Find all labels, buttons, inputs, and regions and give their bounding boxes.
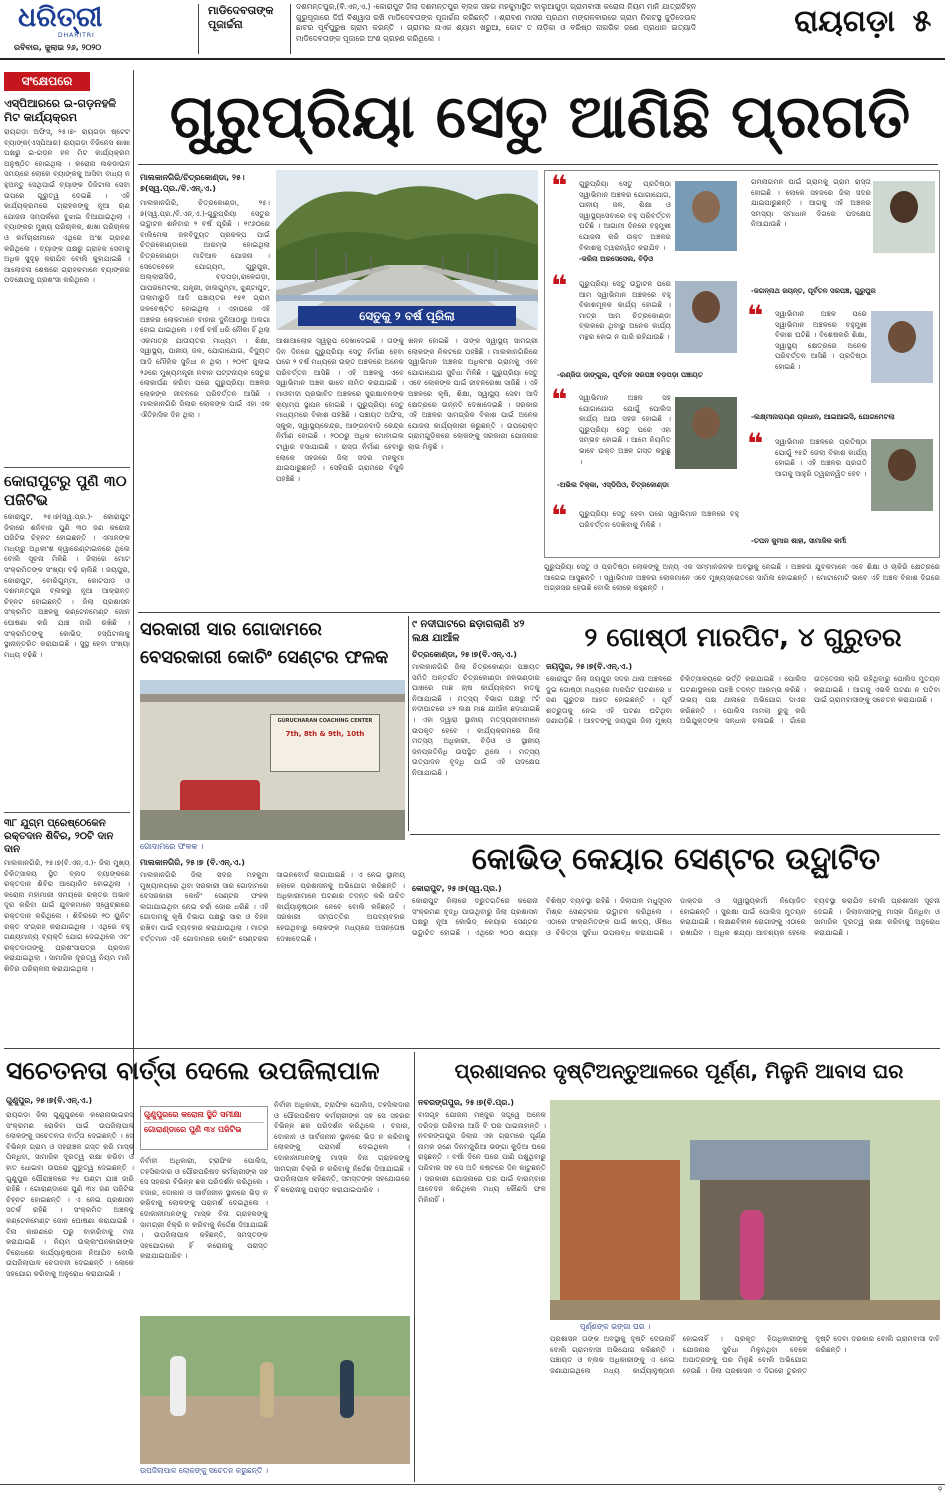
sar-dateline: ମାଲକାନଗିରି, ୨୫।୭ (ବି.ଏନ୍.ଏ.) [140, 858, 245, 867]
awareness-photo [140, 1316, 410, 1464]
box-item: ଗୁଣୁପୁରରେ କରୋନା ସ୍ଥିତି ସମୀକ୍ଷା [144, 1110, 264, 1123]
registration-marks [445, 1488, 505, 1495]
sar-headline: ବେସରକାରୀ କୋଚିଂ ସେଣ୍ଟର ଫଳକ [140, 647, 389, 668]
lead-dateline: ମାଲକାନଗିରି/ଚିତ୍ରକୋଣ୍ଡା, ୨୫।୭(ସ୍ୱ.ପ୍ର./ବି.ଏନ୍.ଏ.) [140, 173, 245, 193]
brief-title: ଏସ୍ପିଆରରେ ଇ-ଗଡ଼ନହଳି ମିଟ କାର୍ଯ୍ୟକ୍ରମ [4, 97, 117, 124]
brief-column [4, 72, 130, 1152]
fight-text: କୋରାପୁଟ ଜିଲା ଜୟପୁର ସଦର ଥାନା ଅଞ୍ଚଳରେ ଦୁଇ ଗୋଷ୍ଠୀ ମଧ୍ୟରେ ମାରପିଟ ଘଟଣାରେ ୪ ଜଣ ଗୁରୁତର ଆହତ ହୋଇଛନ୍ତି । ପୂର୍ବ ଶତ୍ରୁତାକୁ ନେଇ ଏହି ଘଟଣା ଘଟିଥିବା ଜଣାପଡ଼ିଛି । ଆହତଙ୍କୁ ଜୟପୁର ଜିଲା ମୁଖ୍ୟ ଚିକିତ୍ସାଳୟରେ ଭର୍ତ୍ତି କରାଯାଇଛି । ପୋଲିସ ଘଟଣାସ୍ଥଳରେ ପହଞ୍ଚି ତଦନ୍ତ ଆରମ୍ଭ କରିଛି । ଉଭୟ ପକ୍ଷ ଥାନାରେ ଅଭିଯୋଗ ଦାଏର କରିଛନ୍ତି । ପୋଲିସ ମାମଲା ରୁଜୁ କରି ଅଭିଯୁକ୍ତଙ୍କ ସନ୍ଧାନ ଚଳାଇଛି । ଗାଁରେ ଉତ୍ତେଜନା ଲାଗି ରହିଥିବାରୁ ପୋଲିସ ମୁତୟନ କରାଯାଇଛି । ଆଗକୁ ଏଭଳି ଘଟଣା ନ ଘଟିବା ପାଇଁ ଗ୍ରାମବାସୀଙ୍କୁ ସଚେତନ କରାଯାଉଛି । [546, 674, 940, 726]
housing-headline: ପ୍ରଶାସନର ଦୃଷ୍ଟିଅନ୍ତୁଆଳରେ ପୂର୍ଣ୍ଣ, ମିଳୁନି ଆବାସ ଘର [454, 1059, 904, 1083]
column-rule [408, 616, 409, 831]
quote-byline: -ଜଗନ୍ନାଥ ଜୟନ୍ତ, ପୂର୍ବତନ ସରପଞ୍ଚ, ଗୁରୁପୁର [751, 287, 876, 295]
awareness-text-right: ନିର୍ବାହୀ ଅଧିକାରୀ, ଟ୍ରାଫିକ ପୋଲିସ, ତହସିଲଦାର ଓ ପୌରପରିଷଦ କର୍ମଚାରୀଙ୍କ ସହ ସେ ସହରର ବିଭିନ୍ନ ଛକ ପରିଦର୍ଶନ କରିଥିଲେ । ବଜାର, ଦୋକାନ ଓ ସାର୍ବଜନୀନ ସ୍ଥାନରେ ଭିଡ଼ ନ କରିବାକୁ ଲୋକଙ୍କୁ ପରାମର୍ଶ ଦେଇଥିଲେ । ଦୋକାନୀମାନଙ୍କୁ ମାସ୍କ ବିନା ଗ୍ରାହକଙ୍କୁ ସାମଗ୍ରୀ ବିକ୍ରି ନ କରିବାକୁ ନିର୍ଦ୍ଦେଶ ଦିଆଯାଇଛି । ଉପଜିଲାପାଳ କହିଛନ୍ତି, ସମସ୍ତଙ୍କ ସହଯୋଗରେ ହିଁ କରୋନାକୁ ପରାସ୍ତ କରାଯାଇପାରିବ । [274, 1100, 410, 1194]
quote-text: ଗୁରୁପ୍ରିୟା ସେତୁ ହେବା ପରେ ସ୍ୱାଭିମାନ ଅଞ୍ଚଳରେ ବହୁ ପରିବର୍ତ୍ତନ ଦେଖିବାକୁ ମିଳିଛି । [579, 509, 739, 529]
box-item: ଗୋରାଣ୍ଡାରେ ପୁଣି ୩୪ ପଜିଟିଭ [144, 1125, 242, 1134]
section-rule [410, 834, 940, 835]
brief-text: ମାଲକାନଗିରି, ୨୫।୭(ବି.ଏନ୍.ଏ.)- ଜିଲା ମୁଖ୍ୟ ଚିକିତ୍ସାଳୟ ସ୍ଥିତ ବ୍ଲଡ ବ୍ୟାଙ୍କରେ ରକ୍ତଦାନ ଶିବିର ଆୟୋଜିତ ହୋଇଥିଲା । କରୋନା ମହାମାରୀ ସମୟରେ ରକ୍ତର ଅଭାବ ଦୂର କରିବା ପାଇଁ ଯୁବକମାନେ ସ୍ୱେଚ୍ଛାରେ ରକ୍ତଦାନ କରିଥିଲେ । ଶିବିରରେ ୨୦ ୟୁନିଟ ରକ୍ତ ସଂଗ୍ରହ କରାଯାଇଥିଲା । ଏଥିରେ ବହୁ ଗଣ୍ୟମାନ୍ୟ ବ୍ୟକ୍ତି ଯୋଗ ଦେଇଥିଲେ ଏବଂ ରକ୍ତଦାତାଙ୍କୁ ପ୍ରଶଂସାପତ୍ର ପ୍ରଦାନ କରାଯାଇଥିଲା । ସାମାଜିକ ଦୂରତ୍ୱ ନିୟମ ମାନି ଶିବିର ପରିଚାଳନା କରାଯାଇଥିଲା । [4, 858, 130, 973]
teaser-text: ଦଶମନ୍ତପୁର,(ବି.ଏନ୍.ଏ.) -କୋରାପୁଟ ଜିଲା ଦଶମନ୍ତପୁର ବ୍ଲକ ସହର ମହକୁମାସ୍ଥିତ ବାଲୁଆଗୁଡ଼ା ଗ୍ରାମବାସୀ କରୋନା ନିୟମ ମାନି ଯାତ୍ରାଚିହ୍ନ ଗୁରୁପୂଜାରେ ଦିଅଁ ବିଶ୍ୱାସ ରଖି ମାଡିଦେବତାଙ୍କ ପୂଜାର୍ଚ୍ଚନା କରିଛନ୍ତି । ଶ୍ରାବଣ ମାସର ପ୍ରଥମ ମଙ୍ଗଳବାରରେ ଗ୍ରାମ ନିକଟସ୍ଥ ଜୁଡ଼ିଦେଉଳ ଛାଟର ପୂର୍ବପୁରୁଷ ଗ୍ରାମ କରନ୍ତି । ଗ୍ରାମର ନାଏକ ଶ୍ୟାମ ଖରୁଆ, କୋଟ ତ ନାଡ଼ିକା ଓ ବରିଷ୍ଠ ନାଗରିକ ଜଣେ ପ୍ରଧାନ ଇତ୍ୟାଦି ମାଡିଦେବତାଙ୍କ ପୂଜାରେ ଅଂଶ ଗ୍ରହଣ କରିଥିଲେ । [296, 2, 696, 43]
lead-text: ମାଲକାନଗିରି, ଚିତ୍ରକୋଣ୍ଡା, ୨୫।୭(ସ୍ୱ.ପ୍ର./ବି.ଏନ୍.ଏ.)-ଗୁରୁପ୍ରିୟା ସେତୁର ଉଦ୍ଘାଟନ ଶନିବାର ୨ ବର୍ଷ ପୂରିଛି । ୧୯୬୦ରେ ବାଲିମେଳା ଜଳବିଦ୍ୟୁତ ପ୍ରକଳ୍ପ ପାଇଁ ଚିତ୍ରକୋଣ୍ଡାରେ ଆରମ୍ଭ ହୋଇଥିଲା ଚିତ୍ରକୋଣ୍ଡା ମାଟିଆଳ ଯୋଜନା । ସେତେବେଳେ ଯୋଗ୍ୟମ, ଗୁରୁପୁର, ଅଲ୍ଲାରାସିଡି, ବଡ଼ପଡ଼ା,ରାଳେଗଡ଼ା, ପାପରମେଟଲା, ଯନ୍ତ୍ରୀ, ଜାଲଗୁମ୍ମା, ଝୁଣ୍ଟାପୁଟ, ତାଲାମାରୁଡ଼ି ଆଦି ପଞ୍ଚାୟତର ୧୫୧ ଗ୍ରାମ ଜଳବେଷ୍ଟିତ ହୋଇଥିଲା । ଏହାପରେ ଏହି ଅଞ୍ଚଳର ଲୋକମାନେ ବାହାର ଦୁନିଆଠାରୁ ଅଲଗା ହୋଇ ଯାଇଥିଲେ । ବର୍ଷ ବର୍ଷ ଧରି ନୌକା ହିଁ ଥିଲା ଏକମାତ୍ର ଯାତାୟତର ମାଧ୍ୟମ । ଶିକ୍ଷା, ସ୍ୱାସ୍ଥ୍ୟ, ପାନୀୟ ଜଳ, ଯୋଗାଯୋଗ, ବିଦ୍ୟୁତ ଆଦି ମୌଳିକ ସୁବିଧା ନ ଥିଲା । ୨୦୧୮ ଜୁଲାଇ ୨୬ରେ ମୁଖ୍ୟମନ୍ତ୍ରୀ ନବୀନ ପଟ୍ଟନାୟକ ସେତୁର ଲୋକାର୍ପଣ କରିବା ପରେ ଗୁରୁପ୍ରିୟା ଅଞ୍ଚଳର ଲୋକଙ୍କ ଜୀବନରେ ପରିବର୍ତ୍ତନ ଆସିଛି । ମାଲକାନଗିରି ଜିଲାର ଲୋକଙ୍କ ପାଇଁ ଏହା ଏକ ଐତିହାସିକ ଦିନ ଥିଲା । [140, 198, 270, 419]
quote-byline: -ଅଭିଲ ଟିକ୍କା, ଏସ୍ଡିପିଓ, ଚିତ୍ରକୋଣ୍ଡା [557, 481, 669, 489]
quote-text: ସ୍ୱାଭିମାନ ଅଞ୍ଚଳ ପରେ ସ୍ୱାଭିମାନ ଅଞ୍ଚଳରେ ବହୁମୁଖୀ ବିକାଶ ଘଟିଛି । ବିଶେଷକରି ଶିକ୍ଷା, ସ୍ୱାସ୍ଥ୍ୟ କ୍ଷେତ୍ରରେ ଅନେକ ପରିବର୍ତ୍ତନ ଆସିଛି । ପ୍ରତିଷ୍ଠା ହୋଇଛି । [775, 309, 867, 371]
brief-label: ସଂକ୍ଷେପରେ [4, 72, 90, 91]
headline-rule [138, 164, 938, 165]
housing-text: ବାସଗୃହ ଯୋଜନା ମଞ୍ଜୁର ସତ୍ତ୍ୱେ ଅନେକ ଦରିଦ୍ର ପରିବାର ଆଜି ବି ଘର ପାଇନାହାନ୍ତି । ନବରଙ୍ଗପୁର ଜିଲାର ଏକ ଗ୍ରାମରେ ପୂର୍ଣ୍ଣ ନାମକ ଜଣେ ଦିନମଜୁରିଆ ଭଙ୍ଗା କୁଡ଼ିଆ ଘରେ ରହୁଛନ୍ତି । ବର୍ଷା ଦିନେ ଘରେ ପାଣି ପଶୁଥିବାରୁ ପରିବାର ସହ ସେ ଅତି କଷ୍ଟରେ ଦିନ କାଟୁଛନ୍ତି । ସରକାରୀ ଯୋଜନାରେ ଘର ପାଇଁ ବାରମ୍ବାର ଆବେଦନ କରିଥିଲେ ମଧ୍ୟ କୌଣସି ଫଳ ମିଳିନାହିଁ । [418, 1110, 546, 1204]
photo-caption: ପୂର୍ଣ୍ଣଙ୍କ ଭଙ୍ଗା ଘର । [580, 1322, 651, 1331]
brief-text: କୋରାପୁଟ, ୨୫।୭(ସ୍ୱ.ପ୍ର.)- କୋରାପୁଟ ଜିଲାରେ ଶନିବାର ପୁଣି ୩୦ ଜଣ କରୋନା ପଜିଟିଭ ଚିହ୍ନଟ ହୋଇଛନ୍ତି । ଏମାନଙ୍କ ମଧ୍ୟରୁ ଅଧିକାଂଶ କ୍ୱାରେଣ୍ଟାଇନରେ ଥିଲେ ବୋଲି ସୂଚନା ମିଳିଛି । ଜିଲାରେ ମୋଟ ସଂକ୍ରମିତଙ୍କ ସଂଖ୍ୟା ବଢ଼ି ଚାଲିଛି । ଜୟପୁର, କୋରାପୁଟ, ବୋରିଗୁମ୍ମା, କୋଟପାଡ଼ ଓ ଦଶମନ୍ତପୁର ବ୍ଲକରୁ ନୂଆ ଆକ୍ରାନ୍ତ ଚିହ୍ନଟ ହୋଇଛନ୍ତି । ଜିଲା ପ୍ରଶାସନ ସଂକ୍ରମିତ ଅଞ୍ଚଳକୁ କଣ୍ଟେନମେଣ୍ଟ ଜୋନ ଘୋଷଣା କରି ଯାଞ୍ଚ ଜାରି ରଖିଛି । ସଂକ୍ରମିତଙ୍କୁ କୋଭିଡ୍ ହସ୍ପିଟାଲକୁ ସ୍ଥାନାନ୍ତରିତ କରାଯାଇଛି । ସୁସ୍ଥ ହେବା ସଂଖ୍ୟା ମଧ୍ୟ ବଢ଼ିଛି । [4, 512, 130, 659]
brief-item [4, 97, 130, 467]
fight-headline: ୨ ଗୋଷ୍ଠୀ ମାରପିଟ, ୪ ଗୁରୁତର [584, 623, 902, 653]
lead-text: ଖନନ ହୋଇଛି । ତାଙ୍କ ସ୍ୱାସ୍ଥ୍ୟ ସାମଗ୍ରୀ ଲୋକଙ୍କ ନିକଟରେ ପହଞ୍ଚିଛି । ମାଲକାନଗିରିରେ ସ୍ୱାଭିମାନ ଅଞ୍ଚଳର ଅଧିକାଂଶ ଗ୍ରାମକୁ ଏବେ ଯୋଗାଯୋଗ ସୁବିଧା ମିଳିଛି । ଗୁରୁପ୍ରିୟା ସେତୁ ଏବେ ଲୋକଙ୍କ ପାଇଁ ଜୀବନରେଖା ସାଜିଛି । ଏହି ଅଞ୍ଚଳରେ କୃଷି, ଶିକ୍ଷା, ସ୍ୱାସ୍ଥ୍ୟ ସେବା ଆଦି କ୍ଷେତ୍ରରେ ଉନ୍ନତି ଦେଖାଦେଇଛି । ସରକାର ଏହି ଅଞ୍ଚଳର ସାମଗ୍ରିକ ବିକାଶ ପାଇଁ ଅନେକ ଯୋଜନା କାର୍ଯ୍ୟକାରୀ କରୁଛନ୍ତି । ଉପରୋକ୍ତ ଗ୍ରାମଗୁଡ଼ିକରେ ଲୋକଙ୍କୁ ସରକାରୀ ଯୋଜନାର ଲାଭ ମିଳୁଛି । [408, 336, 538, 451]
brief-text: ରାୟଗଡ଼ା ଅଫିସ୍, ୨୫।୭- ରାୟଗଡ଼ା ଷ୍ଟେଟ ବ୍ୟାଙ୍କ(ଏସ୍ପିଆର) ରାୟଗଡ଼ା ବିଜିନେସ ଶାଖା ପକ୍ଷରୁ ଇ-ଗଡ଼ନ ହଳ ମିଟ କାର୍ଯ୍ୟକ୍ରମ ଅନୁଷ୍ଠିତ ହୋଇଥିଲା । କରୋନା ଲକଡାଉନ ସମୟରେ ଲୋକେ ବ୍ୟାଙ୍କକୁ ଆସିବା ବାଧ୍ୟ ନ ହୁଅନ୍ତୁ ସେଥିପାଇଁ ବ୍ୟାଙ୍କ ଡିଜିଟାଲ ସେବା ଉପରେ ଗୁରୁତ୍ୱ ଦେଇଛି । ଏହି କାର୍ଯ୍ୟକ୍ରମରେ ଗ୍ରାହକଙ୍କୁ ନୂଆ ଋଣ ଯୋଜନା ସମ୍ପର୍କରେ ବୁଝାଇ ଦିଆଯାଇଥିଲା । ବ୍ୟାଙ୍କର ମୁଖ୍ୟ ପରିଚାଳକ, ଶାଖା ପରିଚାଳକ ଓ କର୍ମଚାରୀମାନେ ଏଥିରେ ଅଂଶ ଗ୍ରହଣ କରିଥିଲେ । ବ୍ୟାଙ୍କ ପକ୍ଷରୁ ଗ୍ରାହକ ସେବାକୁ ଅଧିକ ସୁଦୃଢ଼ କରାଯିବ ବୋଲି କୁହାଯାଇଛି । ଆଲୋଚନା ଶେଷରେ ଗ୍ରାହକମାନେ ବ୍ୟାଙ୍କର ପଦକ୍ଷେପକୁ ପ୍ରଶଂସା କରିଥିଲେ । [4, 127, 130, 285]
fish-headline: ୯ ନଦୀଘାଟରେ ଛଡ଼ାଗଲାଣି ୪୨ ଲକ୍ଷ ଯାଆଁଳ [412, 619, 525, 644]
fish-dateline: ଚିତ୍ରକୋଣ୍ଡା, ୨୫।୭(ବି.ଏନ୍.ଏ.) [412, 650, 517, 659]
photo-caption: ସେତୁକୁ ୨ ବର୍ଷ ପୂରିଲା [298, 306, 516, 326]
masthead [0, 0, 945, 60]
quote-mark-icon: ❝ [747, 299, 764, 332]
person [170, 1356, 186, 1416]
quote-box [747, 175, 937, 301]
section-rule [4, 1048, 940, 1049]
quote-mark-icon: ❝ [551, 169, 568, 202]
portrait [675, 281, 737, 353]
person [340, 1360, 354, 1418]
quote-mark-icon: ❝ [551, 499, 568, 532]
lead-headline: ଗୁରୁପ୍ରିୟା ସେତୁ ଆଣିଛି ପ୍ରଗତି [169, 82, 911, 152]
portrait [871, 439, 933, 511]
quote-text: ସ୍ୱାଭିମାନ ଅଞ୍ଚଳ ସହ ଯୋଗାଯୋଗ ଯୋଗୁଁ ପୋଲିସ କାର୍ଯ୍ୟ ଆଉ ସହଜ ହୋଇଛି । ଗୁରୁପ୍ରିୟା ସେତୁ ପରେ ଏହା ସମ୍ଭବ ହୋଇଛି । ଆମେ ନିୟମିତ ଭାବେ ଉକ୍ତ ଅଞ୍ଚଳ ଗସ୍ତ କରୁଛୁ । [579, 393, 671, 466]
quote-byline: -ରଣ୍ଜିତା ଡାଙ୍ଗୁଲ, ପୂର୍ବତନ ସରପଞ୍ଚ ବଡ଼ପଡ଼ା ପଞ୍ଚାୟତ [557, 371, 703, 379]
quote-text: ଗୁରୁପ୍ରିୟା ସେତୁ ପ୍ରତିଷ୍ଠା ସ୍ୱାଭିମାନ ଅଞ୍ଚଳର ଯୋଗାଯୋଗ, ପାନୀୟ ଜଳ, ଶିକ୍ଷା ଓ ସ୍ୱାସ୍ଥ୍ୟସେବାରେ ବହୁ ପରିବର୍ତ୍ତନ ଘଟିଛି । ଆଗାମୀ ଦିନରେ ବହୁମୁଖୀ ଯୋଜନା କରି ଉକ୍ତ ଅଞ୍ଚଳର ବିକାଶକୁ ତ୍ୱରାନ୍ୱିତ କରାଯିବ । [579, 179, 671, 251]
section-rule [138, 612, 940, 613]
portrait [675, 397, 737, 469]
person [740, 1210, 764, 1300]
housing-dateline: ନବରଙ୍ଗପୁର, ୨୫।୭(ବି.ପ୍ର.) [418, 1098, 515, 1107]
lead-text: ଆଶାଆଲୋକ ସ୍ୱରୂପ ଦେଖାଦେଇଛି । ତାଙ୍କୁ ଦିନ ଦିନରେ ଗୁରୁପ୍ରିୟା ସେତୁ ନିର୍ମାଣ ହେବା ପରେ ୨ ବର୍ଷ ମଧ୍ୟରେ ଉକ୍ତ ଅଞ୍ଚଳରେ ଅନେକ ପରିବର୍ତ୍ତନ ଆସିଛି । ଏହି ଅଞ୍ଚଳକୁ ଏବେ ସ୍ୱାଭିମାନ ଅଞ୍ଚଳ ଭାବେ ନାମିତ କରାଯାଇଛି । ମାଓବାଦୀ ପ୍ରଭାବିତ ଅଞ୍ଚଳରେ ସୁରକ୍ଷାବଳଙ୍କ କ୍ୟାମ୍ପ ସ୍ଥାପନ ହୋଇଛି । ଗୁରୁପ୍ରିୟା ସେତୁ ମାଧ୍ୟମରେ ବିକାଶ ପହଞ୍ଚିଛି । ପଞ୍ଚାୟତ ଅଫିସ, ସ୍କୁଲ, ସ୍ୱାସ୍ଥ୍ୟକେନ୍ଦ୍ର, ଆଙ୍ଗନବାଡ଼ି କେନ୍ଦ୍ର ନିର୍ମାଣ ହୋଇଛି । ୨୦୦ରୁ ଅଧିକ ମୋବାଇଲ ଟାୱାର ବସାଯାଇଛି । ରାସ୍ତା ନିର୍ମାଣ ହେବାରୁ ଲୋକେ ସହଜରେ ଜିଲା ସଦର ମହକୁମା ଯାଇପାରୁଛନ୍ତି । ସେହିପରି ଗ୍ରାମରେ ବିଜୁଳି ପହଞ୍ଚିଛି । [276, 336, 404, 483]
awareness-dateline: ଗୁଣୁପୁର, ୨୫।୭(ବି.ଏନ୍.ଏ.) [6, 1096, 93, 1105]
quote-byline: -ଜରିନା ଅରସେସେଲ, ବିଡ଼ିଓ [579, 255, 654, 263]
ground [140, 810, 405, 840]
teaser-title: ମାଡିଦେବତାଙ୍କ ପୂଜାର୍ଚ୍ଚନା [208, 4, 274, 31]
quote-text: ଗମନାଗମନ ପାଇଁ ଗ୍ରାମକୁ ଗ୍ରାମ ରାସ୍ତା ହୋଇଛି । ଲୋକେ ସହଜରେ ଜିଲା ସଦର ଯାଇପାରୁଛନ୍ତି । ଆଗକୁ ଏହି ଅଞ୍ଚଳର ସମସ୍ୟା ସମାଧାନ ଦିଗରେ ପଦକ୍ଷେପ ନିଆଯାଉଛି । [751, 177, 871, 229]
quote-byline: -ଲକ୍ଷ୍ମୀନାରାୟଣ ପ୍ରଧାନ, ଆଇଆଇସି, ଯୋଗମେଟଲା [751, 413, 895, 421]
person [260, 1362, 274, 1418]
edge-number: ୨ [938, 1485, 942, 1494]
quote-box [551, 169, 741, 270]
covid-headline: କୋଭିଡ୍ କେୟାର ସେଣ୍ଟର ଉଦ୍ଘାଟିତ [471, 842, 881, 877]
portrait [871, 311, 933, 383]
divider [198, 4, 199, 54]
portrait [675, 181, 737, 251]
registration-marks [180, 1488, 240, 1495]
quotes-block [544, 170, 940, 558]
ground [550, 1300, 940, 1320]
housing-text: ପ୍ରଶାସନ ତାଙ୍କ ଅବସ୍ଥାକୁ ଦୃଷ୍ଟି ଦେଉନାହିଁ ବୋଲି ଗ୍ରାମବାସୀ ଅଭିଯୋଗ କରିଛନ୍ତି । ପଞ୍ଚାୟତ ଓ ବ୍ଲକ ଅଧିକାରୀଙ୍କୁ ଏ ନେଇ ଜଣାଯାଇଥିଲେ ମଧ୍ୟ କାର୍ଯ୍ୟାନୁଷ୍ଠାନ ହୋଇନାହିଁ । ପ୍ରକୃତ ହିତାଧିକାରୀଙ୍କୁ ଯୋଜନାର ସୁବିଧା ମିଳୁନଥିବା ବେଳେ ଅପାତ୍ରଙ୍କୁ ଘର ମିଳୁଛି ବୋଲି ଅଭିଯୋଗ ହେଉଛି । ଜିଲା ପ୍ରଶାସନ ଏ ଦିଗରେ ତୁରନ୍ତ ଦୃଷ୍ଟି ଦେବା ଦରକାର ବୋଲି ଗ୍ରାମବାସୀ ଦାବି କରିଛନ୍ତି । [550, 1334, 940, 1375]
awareness-box [140, 1106, 268, 1150]
covid-dateline: କୋରାପୁଟ, ୨୫।୭(ସ୍ୱ.ପ୍ର.) [412, 884, 502, 893]
quote-text: ସ୍ୱାଭିମାନ ଅଞ୍ଚଳରେ ପ୍ରତିଷ୍ଠା ଯୋଗୁଁ ୨୫ଟି ଜେଲା ବିକାଶ କାର୍ଯ୍ୟ ହୋଇଛି । ଏହି ଅଞ୍ଚଳର ପ୍ରଗତି ଆଗକୁ ଆହୁରି ତ୍ୱରାନ୍ୱିତ ହେବ । [775, 437, 867, 478]
photo-caption: ଉପଜିଲାପାଳ ଲୋକଙ୍କୁ ସଚେତନ କରୁଛନ୍ତି । [140, 1466, 269, 1475]
coaching-sign [270, 714, 380, 772]
brief-item [4, 467, 130, 812]
divider [290, 4, 291, 54]
hut-roof [690, 1140, 870, 1180]
awareness-headline: ସଚେତନତା ବାର୍ତ୍ତା ଦେଲେ ଉପଜିଲାପାଳ [6, 1056, 380, 1085]
portrait [873, 181, 935, 253]
quote-mark-icon: ❝ [551, 383, 568, 416]
page-number: ୫ [912, 4, 932, 39]
sign-title: GURUCHARAN COACHING CENTER [277, 718, 373, 724]
covid-text: କୋରାପୁଟ ଜିଲାରେ ଦ୍ରୁତଗତିରେ କରୋନା ସଂକ୍ରମଣ ବୃଦ୍ଧି ପାଉଥିବାରୁ ଜିଲା ପ୍ରଶାସନ ପକ୍ଷରୁ ନୂଆ କୋଭିଡ୍ କେୟାର ସେଣ୍ଟର ଉଦ୍ଘାଟିତ ହୋଇଛି । ଏଥିରେ ୨୦୦ ଶଯ୍ୟା ବିଶିଷ୍ଟ ବ୍ୟବସ୍ଥା ରହିଛି । ଜିଲାପାଳ ମଧୁସୂଦନ ମିଶ୍ର ସେଣ୍ଟରର ଉଦ୍ଘାଟନ କରିଥିଲେ । ଏଠାରେ ସଂକ୍ରମିତଙ୍କ ପାଇଁ ଖାଦ୍ୟ, ଔଷଧ ଓ ଚିକିତ୍ସା ସୁବିଧା ଉପଲବ୍ଧ କରାଯାଇଛି । ଡାକ୍ତର ଓ ସ୍ୱାସ୍ଥ୍ୟକର୍ମୀ ନିୟୋଜିତ ହୋଇଛନ୍ତି । ସୁରକ୍ଷା ପାଇଁ ପୋଲିସ ମୁତୟନ କରାଯାଇଛି । ଲକ୍ଷଣବିହୀନ ରୋଗୀଙ୍କୁ ଏଠାରେ ରଖାଯିବ । ଅଧିକ ଶଯ୍ୟା ଆବଶ୍ୟକ ହେଲେ ବ୍ୟବସ୍ଥା କରାଯିବ ବୋଲି ପ୍ରଶାସନ ସୂଚନା ଦେଇଛି । ଜିଲାବାସୀଙ୍କୁ ମାସ୍କ ପିନ୍ଧିବା ଓ ସାମାଜିକ ଦୂରତ୍ୱ ରକ୍ଷା କରିବାକୁ ଅନୁରୋଧ କରାଯାଇଛି । [412, 896, 940, 937]
godown-photo [140, 680, 405, 840]
logo [18, 3, 178, 39]
hut-wall [560, 1160, 680, 1300]
section-name: ରାୟଗଡ଼ା [794, 4, 895, 39]
hut-door [700, 1180, 870, 1300]
quote-box [551, 383, 741, 499]
awareness-text: ରାୟଗଡ଼ା ଜିଲା ଗୁଣୁପୁରରେ କରୋନାଭାଇରସ ସଂକ୍ରମଣ ରୋକିବା ପାଇଁ ଉପଜିଲାପାଳ ଲୋକଙ୍କୁ ସଚେତନତା ବାର୍ତ୍ତା ଦେଇଛନ୍ତି । ସେ ବିଭିନ୍ନ ଗ୍ରାମ ଓ ସହରାଞ୍ଚଳ ଗସ୍ତ କରି ମାସ୍କ ପିନ୍ଧିବା, ସାମାଜିକ ଦୂରତ୍ୱ ରକ୍ଷା କରିବା ଓ ହାତ ଧୋଇବା ଉପରେ ଗୁରୁତ୍ୱ ଦେଇଛନ୍ତି । ଗୁଣୁପୁର ପୌରାଞ୍ଚଳରେ ୨୪ ଘଣ୍ଟା ଯାଞ୍ଚ ଜାରି ରହିଛି । ଗୋରାଣ୍ଡାରେ ପୁଣି ୩୪ ଜଣ ପଜିଟିଭ ଚିହ୍ନଟ ହୋଇଛନ୍ତି । ଏ ନେଇ ପ୍ରଶାସନ ସତର୍କ ରହିଛି । ସଂକ୍ରମିତ ଅଞ୍ଚଳକୁ କଣ୍ଟେନମେଣ୍ଟ ଜୋନ ଘୋଷଣା କରାଯାଇଛି । ବିନା କାରଣରେ ଘରୁ ବାହାରିବାକୁ ମନା କରାଯାଇଛି । ନିୟମ ଉଲ୍ଲଂଘନକାରୀଙ୍କ ବିରୋଧରେ କାର୍ଯ୍ୟାନୁଷ୍ଠାନ ନିଆଯିବ ବୋଲି ଉପଜିଲାପାଳ ଚେତାବନୀ ଦେଇଛନ୍ତି । ଲୋକେ ସହଯୋଗ କରିବାକୁ ଅନୁରୋଧ କରାଯାଇଛି । [6, 1110, 134, 1278]
registration-marks [690, 1488, 750, 1495]
fight-dateline: ଜୟପୁର, ୨୫।୭(ବି.ଏନ୍.ଏ.) [546, 662, 633, 671]
lead-text: ଗୁରୁପ୍ରିୟା ସେତୁ ଓ ପ୍ରତିଷ୍ଠା ଲୋକଙ୍କୁ ଅନ୍ୟ ଏକ ସମ୍ମାନଜନକ ଅବସ୍ଥାକୁ ନେଇଛି । ଅଞ୍ଚଳର ଯୁବକମାନେ ଏବେ ଶିକ୍ଷା ଓ ଚାକିରି କ୍ଷେତ୍ରରେ ଆଗେଇ ଆସୁଛନ୍ତି । ସ୍ୱାଭିମାନ ଅଞ୍ଚଳର ଲୋକମାନେ ଏବେ ମୁଖ୍ୟସ୍ରୋତରେ ସାମିଲ ହୋଇଛନ୍ତି । ମୋଟାମୋଟି ଭାବେ ଏହି ଅଞ୍ଚଳ ବିକାଶ ଦିଗରେ ଅଗ୍ରସର ହେଉଛି ବୋଲି ଲୋକେ କହୁଛନ୍ତି । [544, 562, 940, 593]
brief-title: କୋରାପୁଟରୁ ପୁଣି ୩୦ ପଜିଟିଭ [4, 472, 127, 509]
quote-box [747, 427, 937, 553]
bridge-photo [276, 170, 538, 330]
photo-caption: ଗୋଦାମରେ ଫଳକ । [140, 842, 204, 851]
quote-mark-icon: ❝ [747, 427, 764, 460]
sign-sub: 7th, 8th & 9th, 10th [285, 730, 365, 738]
quote-box [551, 499, 741, 553]
sar-text: ମାଲକାନଗିରି ଜିଲା ସଦର ମହକୁମା ମୁଖ୍ୟାଳୟରେ ଥିବା ସରକାରୀ ସାର ଗୋଦାମରେ ବେସରକାରୀ କୋଚିଂ ସେଣ୍ଟର ଫଳକ ଲଗାଯାଇଥିବା ନେଇ ଚର୍ଚ୍ଚା ଜୋର ଧରିଛି । ଏହି ଗୋଦାମକୁ କୃଷି ବିଭାଗ ପକ୍ଷରୁ ସାର ଓ ବିହନ ରଖିବା ପାଇଁ ବ୍ୟବହାର କରାଯାଉଥିଲା । ମାତ୍ର ବର୍ତ୍ତମାନ ଏହି ଗୋଦାମରେ କୋଚିଂ ସେଣ୍ଟରର ସାଇନବୋର୍ଡ ଲଗାଯାଇଛି । ଏ ନେଇ ସ୍ଥାନୀୟ ଲୋକେ ପ୍ରଶାସନକୁ ଅଭିଯୋଗ କରିଛନ୍ତି । ଅଧିକାରୀମାନେ ଘଟଣାର ତଦନ୍ତ କରି ଉଚିତ କାର୍ଯ୍ୟାନୁଷ୍ଠାନ ନେବେ ବୋଲି କହିଛନ୍ତି । ସରକାରୀ ସମ୍ପତ୍ତିର ଅପବ୍ୟବହାର ହେଉଥିବାରୁ ଲୋକଙ୍କ ମଧ୍ୟରେ ଅସନ୍ତୋଷ ଦେଖାଦେଇଛି । [140, 870, 405, 943]
godown-roof [140, 694, 405, 702]
house-photo [550, 1100, 940, 1320]
quote-byline: -ତପନ କୁମାର ଶାହା, ସାମାଜିକ କର୍ମୀ [751, 537, 847, 545]
brief-title: ୩୮ ଯୁଗ୍ମ ପ୍ରେଷ୍ଠେକେନ ରକ୍ତଦାନ ଶିବିର, ୨୦ଟି ଦାନ ଦାନ [4, 818, 114, 855]
fish-text: ମାଲକାନଗିରି ଜିଲା ଚିତ୍ରକୋଣ୍ଡା ପଞ୍ଚାୟତ ସମିତି ଅନ୍ତର୍ଗତ ଚିତ୍ରକୋଣ୍ଡା ଜଳଭଣ୍ଡାର ପାଖରେ ମାଛ ଚାଷ କାର୍ଯ୍ୟକ୍ରମ ହାତକୁ ନିଆଯାଇଛି । ମତ୍ସ୍ୟ ବିଭାଗ ପକ୍ଷରୁ ୯ଟି ନଦୀଘାଟରେ ୪୨ ଲକ୍ଷ ମାଛ ଯାଆଁଳ ଛଡ଼ାଯାଇଛି । ଏହା ଦ୍ୱାରା ସ୍ଥାନୀୟ ମତ୍ସ୍ୟଜୀବୀମାନେ ଉପକୃତ ହେବେ । କାର୍ଯ୍ୟକ୍ରମରେ ଜିଲା ମତ୍ସ୍ୟ ଅଧିକାରୀ, ବିଡ଼ିଓ ଓ ସ୍ଥାନୀୟ ଜନପ୍ରତିନିଧି ଉପସ୍ଥିତ ଥିଲେ । ମତ୍ସ୍ୟ ଉତ୍ପାଦନ ବୃଦ୍ଧି ପାଇଁ ଏହି ପଦକ୍ଷେପ ନିଆଯାଇଛି । [412, 662, 540, 777]
column-rule [133, 70, 134, 1155]
quote-box [551, 269, 741, 385]
dateline: ରବିବାର, ଜୁଲାଇ ୨୬, ୨୦୨୦ [14, 43, 102, 52]
logo-latin: DHARITRI [58, 32, 95, 39]
quote-mark-icon: ❝ [551, 269, 568, 302]
quote-text: ଗୁରୁପ୍ରିୟା ସେତୁ ଉଦ୍ଘାଟନ ପରେ ଆମ ସ୍ୱାଭିମାନ ଅଞ୍ଚଳରେ ବହୁ ବିକାଶମୂଳକ କାର୍ଯ୍ୟ ହୋଇଛି । ମାତ୍ର ଆମ ଚିତ୍ରକୋଣ୍ଡା ବ୍ଲକରେ ଥିବାରୁ ଅନେକ କାର୍ଯ୍ୟ ମନ୍ଥର ହୋଇ ନ ପାରି ରହିଯାଉଛି । [579, 279, 671, 341]
logo-odia: ଧରିତ୍ରୀ [18, 2, 103, 33]
footer-bar [0, 1484, 945, 1497]
sar-headline: ସରକାରୀ ସାର ଗୋଦାମରେ [140, 619, 322, 640]
quote-box [747, 299, 937, 429]
awareness-text: ନିର୍ବାହୀ ଅଧିକାରୀ, ଟ୍ରାଫିକ ପୋଲିସ, ତହସିଲଦାର ଓ ପୌରପରିଷଦ କର୍ମଚାରୀଙ୍କ ସହ ସେ ସହରର ବିଭିନ୍ନ ଛକ ପରିଦର୍ଶନ କରିଥିଲେ । ବଜାର, ଦୋକାନ ଓ ସାର୍ବଜନୀନ ସ୍ଥାନରେ ଭିଡ଼ ନ କରିବାକୁ ଲୋକଙ୍କୁ ପରାମର୍ଶ ଦେଇଥିଲେ । ଦୋକାନୀମାନଙ୍କୁ ମାସ୍କ ବିନା ଗ୍ରାହକଙ୍କୁ ସାମଗ୍ରୀ ବିକ୍ରି ନ କରିବାକୁ ନିର୍ଦ୍ଦେଶ ଦିଆଯାଇଛି । ଉପଜିଲାପାଳ କହିଛନ୍ତି, ସମସ୍ତଙ୍କ ସହଯୋଗରେ ହିଁ କରୋନାକୁ ପରାସ୍ତ କରାଯାଇପାରିବ । [140, 1156, 268, 1261]
column-rule [414, 1052, 415, 1482]
